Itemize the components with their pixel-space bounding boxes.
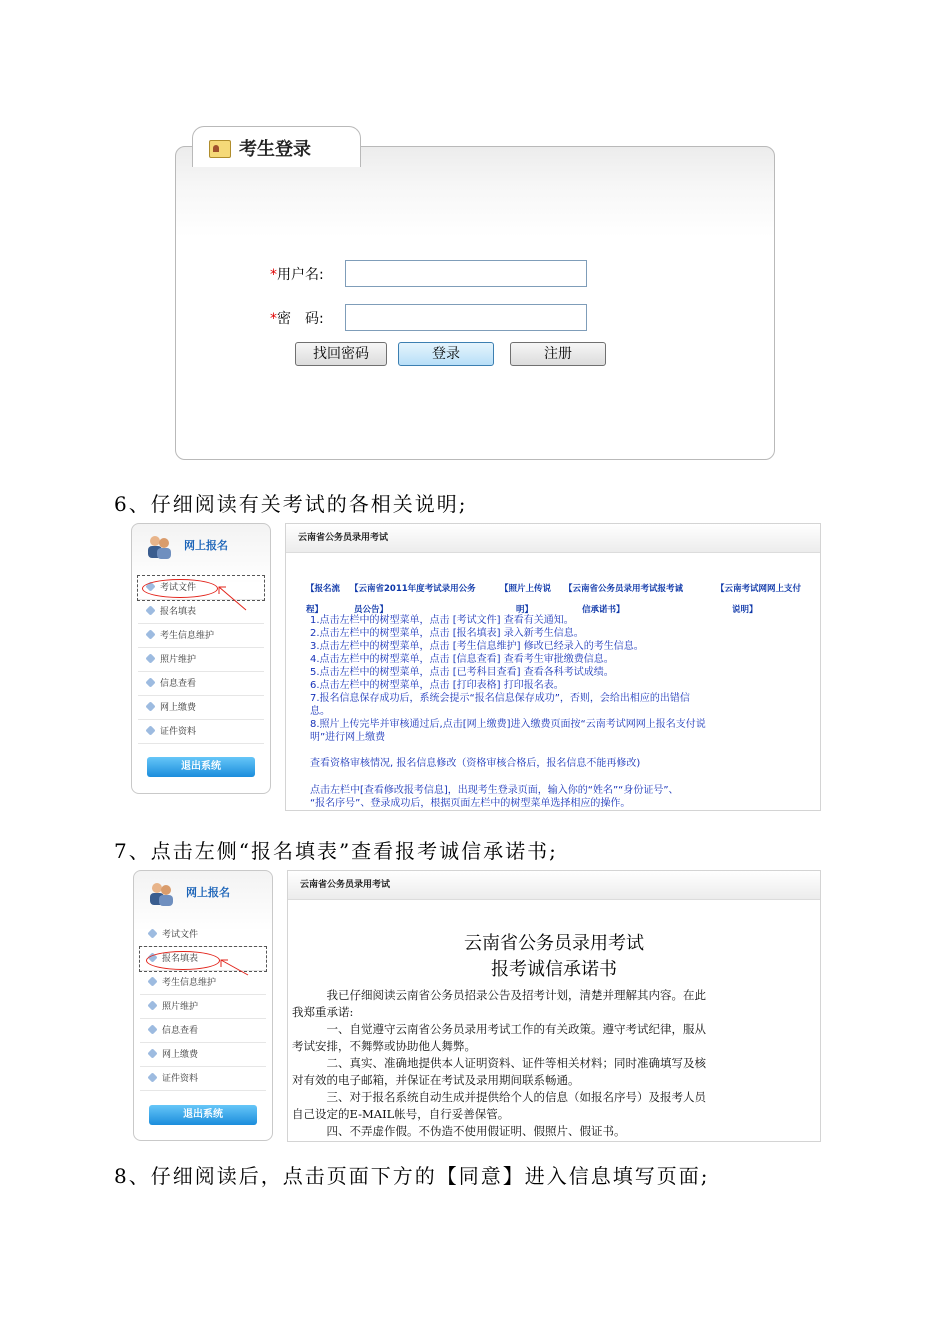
link-photo-upload[interactable]: 【照片上传说: [500, 584, 552, 594]
link-payment-cont[interactable]: 说明】: [732, 605, 758, 615]
sidebar-item-label: 证件资料: [160, 727, 197, 737]
tag-icon: [147, 1048, 157, 1058]
sidebar-item-info-view[interactable]: [138, 672, 264, 696]
pledge-body: [292, 987, 706, 1140]
register-button[interactable]: 注册: [510, 342, 606, 366]
instruction-line: 5.点击左栏中的树型菜单，点击 [已考科目查看] 查看各科考试成绩。: [310, 667, 614, 678]
link-process-cont[interactable]: 程】: [306, 605, 324, 615]
pledge-line: 三、对于报名系统自动生成并提供给个人的信息（如报名序号）及报考人员: [292, 1090, 706, 1104]
content-pane-1: [285, 523, 821, 811]
instruction-line: 2.点击左栏中的树型菜单，点击 [报名填表] 录入新考生信息。: [310, 628, 584, 639]
sidebar-item-info-maintenance[interactable]: [138, 624, 264, 648]
pledge-line: 我已仔细阅读云南省公务员招录公告及招考计划，清楚并理解其内容。在此: [292, 988, 706, 1002]
sidebar-item-label: 照片维护: [160, 655, 197, 665]
login-button[interactable]: 登录: [398, 342, 494, 366]
password-input[interactable]: [345, 304, 587, 331]
sidebar-item-label: 网上缴费: [160, 703, 197, 713]
link-announcement[interactable]: 【云南省2011年度考试录用公务: [350, 584, 476, 594]
tag-icon: [145, 653, 155, 663]
username-label: [270, 264, 324, 284]
sidebar-item-label: 网上缴费: [162, 1050, 199, 1060]
tag-icon: [145, 629, 155, 639]
link-pledge-cont[interactable]: 信承诺书】: [582, 605, 625, 615]
sidebar-item-photo[interactable]: [138, 648, 264, 672]
pledge-line: 我郑重承诺:: [292, 1005, 354, 1019]
sidebar-title: 网上报名: [186, 886, 230, 899]
exit-system-button[interactable]: 退出系统: [147, 757, 255, 777]
sidebar-item-label: 报名填表: [162, 954, 199, 964]
pledge-line: 四、不弄虚作假。不伪造不使用假证明、假照片、假证书。: [292, 1124, 626, 1138]
instruction-line: 3.点击左栏中的树型菜单，点击 [考生信息维护] 修改已经录入的考生信息。: [310, 641, 644, 652]
pointer-arrow-icon: [216, 584, 250, 614]
step8-caption: 8、仔细阅读后，点击页面下方的【同意】进入信息填写页面;: [114, 1164, 710, 1188]
pledge-line: 自己设定的E-MAIL帐号，自行妥善保管。: [292, 1107, 510, 1121]
users-icon: [148, 881, 174, 907]
id-card-icon: [209, 140, 231, 158]
sidebar-item-photo[interactable]: [140, 995, 266, 1019]
pane-header: 云南省公务员录用考试: [286, 524, 820, 553]
instruction-line: 4.点击左栏中的树型菜单，点击 [信息查看] 查看考生审批缴费信息。: [310, 654, 614, 665]
sidebar-item-payment[interactable]: [138, 696, 264, 720]
login-title: 考生登录: [239, 139, 311, 160]
recover-password-button[interactable]: 找回密码: [295, 342, 387, 366]
tag-icon: [145, 605, 155, 615]
content-pane-2: [287, 870, 821, 1142]
instruction-line: 明”进行网上缴费: [310, 732, 386, 743]
sidebar-item-label: 考生信息维护: [160, 631, 215, 641]
sidebar-item-label: 考试文件: [162, 930, 199, 940]
step7-caption: 7、点击左侧“报名填表”查看报考诚信承诺书;: [114, 839, 558, 863]
password-label: [270, 308, 324, 328]
instruction-line: 6.点击左栏中的树型菜单，点击 [打印表格] 打印报名表。: [310, 680, 564, 691]
sidebar-item-info-view[interactable]: [140, 1019, 266, 1043]
sidebar-item-documents[interactable]: [140, 1067, 266, 1091]
sidebar-title: 网上报名: [184, 539, 228, 552]
instruction-line: 8.照片上传完毕并审核通过后,点击[网上缴费]进入缴费页面按“云南考试网网上报名支付说: [310, 719, 706, 730]
highlight-oval: [142, 579, 218, 598]
sidebar-item-label: 考试文件: [160, 583, 197, 593]
link-photo-upload-cont[interactable]: 明】: [516, 605, 534, 615]
tag-icon: [147, 1024, 157, 1034]
sidebar-item-label: 信息查看: [160, 679, 197, 689]
sidebar-item-label: 信息查看: [162, 1026, 199, 1036]
tag-icon: [145, 701, 155, 711]
tag-icon: [145, 677, 155, 687]
login-note-2: “报名序号”、登录成功后，根据页面左栏中的树型菜单选择相应的操作。: [310, 798, 631, 809]
link-process[interactable]: 【报名流: [306, 584, 341, 594]
required-mark: *: [270, 311, 277, 327]
sidebar-item-label: 报名填表: [160, 607, 197, 617]
link-pledge[interactable]: 【云南省公务员录用考试报考诚: [564, 584, 684, 594]
step6-caption: 6、仔细阅读有关考试的各相关说明;: [114, 492, 468, 516]
tag-icon: [147, 1000, 157, 1010]
pledge-line: 对有效的电子邮箱，并保证在考试及录用期间联系畅通。: [292, 1073, 580, 1087]
password-label-text: 密 码:: [277, 311, 324, 327]
required-mark: *: [270, 267, 277, 283]
users-icon: [146, 534, 172, 560]
sidebar-item-label: 证件资料: [162, 1074, 199, 1084]
pledge-line: 二、真实、准确地提供本人证明资料、证件等相关材料；同时准确填写及核: [292, 1056, 706, 1070]
username-label-text: 用户名:: [277, 267, 324, 283]
pledge-title-2: 报考诚信承诺书: [491, 959, 617, 980]
pledge-line: 一、自觉遵守云南省公务员录用考试工作的有关政策。遵守考试纪律，服从: [292, 1022, 706, 1036]
instruction-line: 7.报名信息保存成功后，系统会提示“报名信息保存成功”，否则，会给出相应的出错信: [310, 693, 690, 704]
login-note-1: 点击左栏中[查看修改报考信息]，出现考生登录页面，输入你的“姓名”“身份证号”、: [310, 785, 679, 796]
login-panel: [175, 146, 775, 460]
instruction-line: 息。: [310, 706, 330, 717]
tag-icon: [147, 976, 157, 986]
sidebar-1: [131, 523, 271, 794]
link-payment[interactable]: 【云南考试网网上支付: [716, 584, 802, 594]
tag-icon: [145, 725, 155, 735]
pointer-arrow-icon: [218, 957, 252, 979]
instruction-line: 1.点击左栏中的树型菜单，点击 [考试文件] 查看有关通知。: [310, 615, 574, 626]
highlight-oval: [146, 951, 220, 970]
sidebar-item-payment[interactable]: [140, 1043, 266, 1067]
tag-icon: [147, 928, 157, 938]
sidebar-item-label: 考生信息维护: [162, 978, 217, 988]
review-note: 查看资格审核情况, 报名信息修改（资格审核合格后，报名信息不能再修改): [310, 758, 641, 769]
sidebar-item-documents[interactable]: [138, 720, 264, 744]
tag-icon: [147, 1072, 157, 1082]
pane-header: 云南省公务员录用考试: [288, 871, 820, 900]
username-input[interactable]: [345, 260, 587, 287]
exit-system-button[interactable]: 退出系统: [149, 1105, 257, 1125]
instruction-list: [310, 614, 706, 744]
link-announcement-cont[interactable]: 员公告】: [354, 605, 389, 615]
sidebar-menu: [140, 923, 266, 1091]
pledge-title-1: 云南省公务员录用考试: [464, 933, 644, 954]
sidebar-item-label: 照片维护: [162, 1002, 199, 1012]
pledge-line: 考试安排，不舞弊或协助他人舞弊。: [292, 1039, 476, 1053]
sidebar-2: [133, 870, 273, 1141]
sidebar-item-exam-files[interactable]: [140, 923, 266, 947]
